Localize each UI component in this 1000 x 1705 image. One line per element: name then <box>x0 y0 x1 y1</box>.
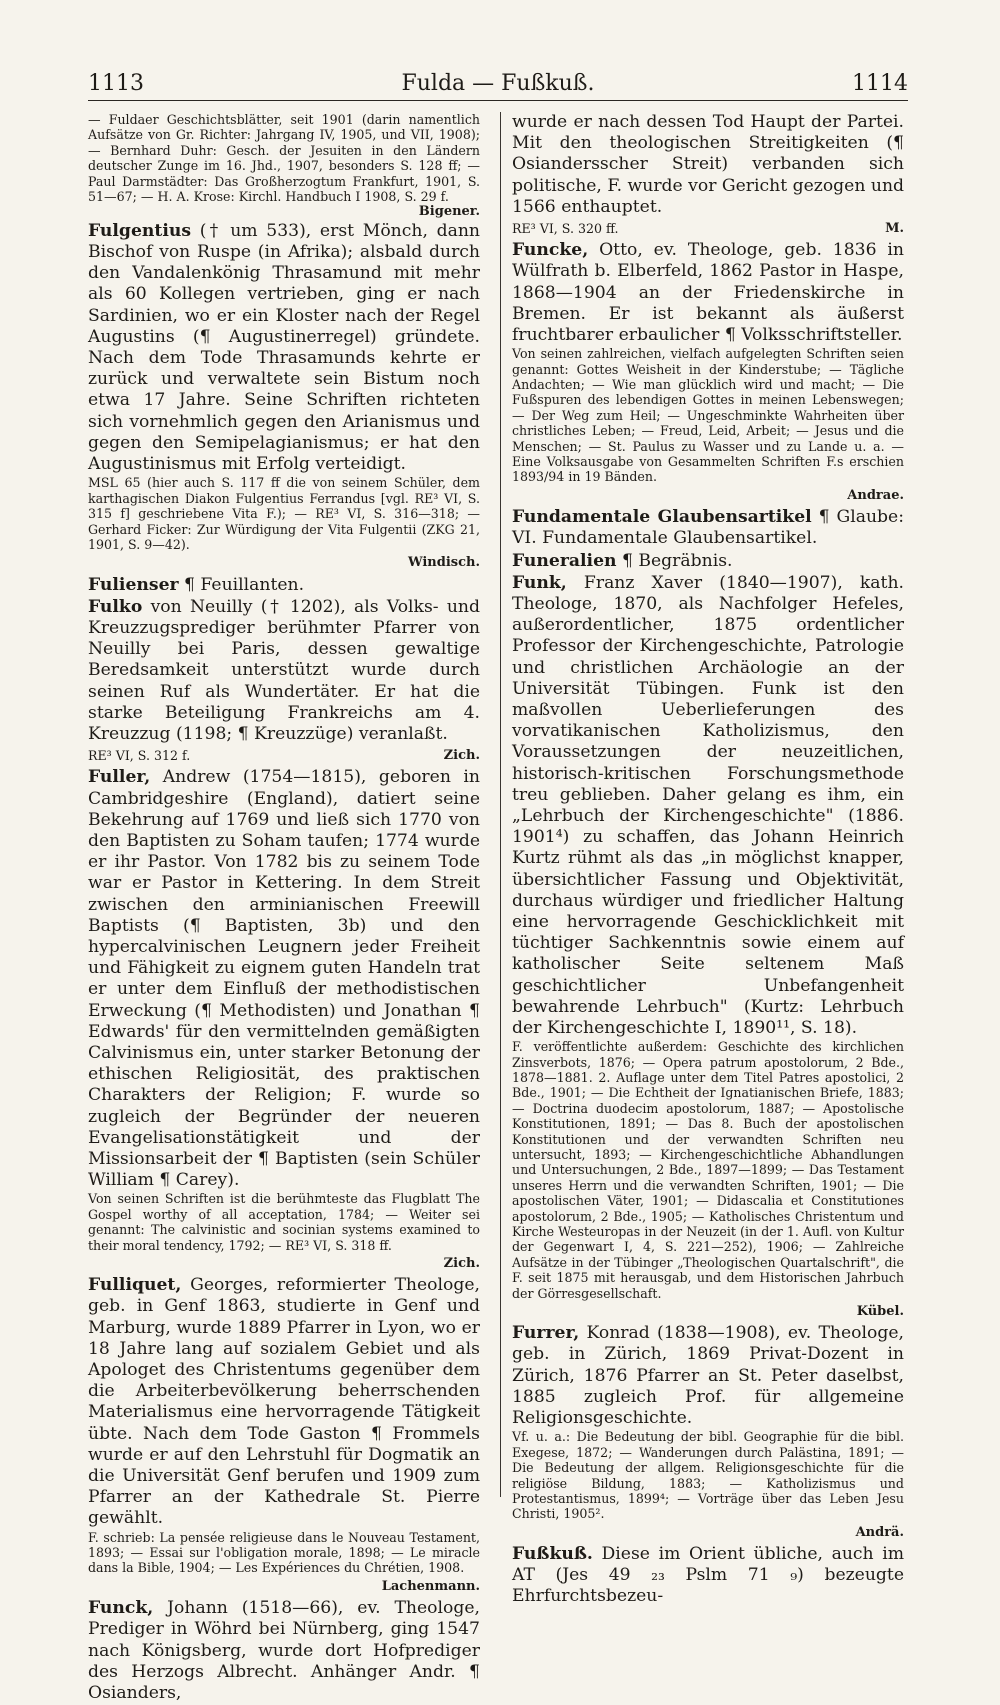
literature-text: Vf. u. a.: Die Bedeutung der bibl. Geographie für die bibl. Exegese, 1872; — Wanderungen durch Palästina, 1891; — Die Bedeutung der allgem. Religionsgeschichte für die religiöse Bildung, 1883; — Katholizismus und Protestantismus, 1899⁴; — Vorträge über das Leben Jesu Christi, 1905². <box>512 1429 904 1522</box>
entry-furrer <box>512 1323 904 1543</box>
page-number-right: 1114 <box>851 71 908 96</box>
entry-text: ¶ Feuillanten. <box>184 574 305 595</box>
author-signature: Andrä. <box>855 1524 904 1540</box>
entry-lemma: Fulgentius <box>88 220 192 241</box>
entry-lemma: Fundamentale Glaubensartikel <box>512 507 812 528</box>
entry-lemma: Funcke, <box>512 240 589 261</box>
author-signature: Zich. <box>443 1256 480 1272</box>
entry-lemma: Furrer, <box>512 1323 580 1344</box>
entry-text: Franz Xaver (1840—1907), kath. Theologe, 1870, als Nachfolger Hefeles, außerordentlicher, 1875 ordentlicher Professor der Kirchengeschichte, Patrologie und christlichen Archäologie an der Universität Tübingen. Funk ist den maßvollen Ueberlieferungen des vorvatikanischen Katholizismus, den Voraussetzungen der neuzeitlichen, historisch-kritischen Forschungsmethode treu geblieben. Daher gelang es ihm, ein „Lehrbuch der Kirchengeschichte" (1886. 1901⁴) zu schaffen, das Johann Heinrich Kurtz rühmt als das „in möglichst knapper, übersichtlicher Fassung und Objektivität, durchaus würdiger und friedlicher Haltung eine hervorragende Geschicklichkeit mit tüchtiger Sachkenntnis sowie einem auf katholischer Seite seltenem Maß geschichtlicher Unbefangenheit bewahrende Lehrbuch" (Kurtz: Lehrbuch der Kirchengeschichte I, 1890¹¹, S. 18). <box>512 572 904 1038</box>
entry-lemma: Funk, <box>512 572 567 593</box>
page-number-left: 1113 <box>88 71 144 96</box>
entry-lemma: Fulko <box>88 596 143 617</box>
author-signature: Zich. <box>443 748 480 764</box>
entry-lemma: Fuller, <box>88 767 151 788</box>
entry-text: Andrew (1754—1815), geboren in Cambridgeshire (England), datiert seine Bekehrung auf 1769 und ließ sich 1770 von den Baptisten zu Soham taufen; 1774 wurde er ihr Pastor. Von 1782 bis zu seinem Tode war er Pastor in Kettering. In dem Streit zwischen den arminianischen Freewill Baptists (¶ Baptisten, 3b) und den hypercalvinischen Leugnern jeder Freiheit und Fähigkeit zu eignem guten Handeln trat er unter dem Einfluß der methodistischen Erweckung (¶ Methodisten) und Jonathan ¶ Edwards' für den vermittelnden gemäßigten Calvinismus ein, unter starker Betonung der ethischen Religiosität, des praktischen Charakters der Religion; F. wurde so zugleich der Begründer der neueren Evangelisationstätigkeit und der Missionsarbeit der ¶ Baptisten (sein Schüler William ¶ Carey). <box>88 767 480 1191</box>
entry-fulienser <box>88 575 480 596</box>
entry-fulda-literature <box>88 112 480 220</box>
entry-text: Konrad (1838—1908), ev. Theologe, geb. in Zürich, 1869 Privat-Dozent in Zürich, 1876 Pfarrer an St. Peter daselbst, 1885 zugleich Prof. für allgemeine Religionsgeschichte. <box>512 1323 904 1429</box>
author-signature: Andrae. <box>847 487 904 503</box>
left-column <box>88 112 480 1705</box>
literature-text: RE³ VI, S. 312 f. <box>88 748 191 764</box>
literature-text: — Fuldaer Geschichtsblätter, seit 1901 (darin namentlich Aufsätze von Gr. Richter: Jahrgang IV, 1905, und VII, 1908); — Bernhard Duhr: Gesch. der Jesuiten in den Ländern deutscher Zunge im 16. Jhd., 1907, besonders S. 128 ff; — Paul Darmstädter: Das Großherzogtum Frankfurt, 1901, S. 51—67; — H. A. Krose: Kirchl. Handbuch I 1908, S. 29 f. <box>88 112 480 205</box>
entry-text: ¶ Begräbnis. <box>621 550 733 571</box>
entry-fulgentius <box>88 221 480 574</box>
running-title: Fulda — Fußkuß. <box>401 71 595 96</box>
entry-text: († um 533), erst Mönch, dann Bischof von Ruspe (in Afrika); alsbald durch den Vandalenkönig Thrasamund mit mehr als 60 Kollegen vertrieben, ging er nach Sardinien, wo er ein Kloster nach der Regel Augustins (¶ Augustinerregel) gründete. Nach dem Tode Thrasamunds kehrte er zurück und verwaltete sein Bistum noch etwa 17 Jahre. Seine Schriften richteten sich vornehmlich gegen den Arianismus und gegen den Semipelagianismus; er hat den Augustinismus mit Erfolg verteidigt. <box>88 220 480 475</box>
entry-funeralien <box>512 551 904 572</box>
entry-text: wurde er nach dessen Tod Haupt der Partei. Mit den theologischen Streitigkeiten (¶ Osiandersscher Streit) verbanden sich politische, F. wurde vor Gericht gezogen und 1566 enthauptet. <box>512 112 905 217</box>
author-signature: Lachenmann. <box>381 1578 480 1594</box>
author-signature: Windisch. <box>407 555 480 571</box>
literature-text: F. veröffentlichte außerdem: Geschichte des kirchlichen Zinsverbots, 1876; — Opera patrum apostolorum, 2 Bde., 1878—1881. 2. Auflage unter dem Titel Patres apostolici, 2 Bde., 1901; — Die Echtheit der Ignatianischen Briefe, 1883; — Doctrina duodecim apostolorum, 1887; — Apostolische Konstitutionen, 1891; — Das 8. Buch der apostolischen Konstitutionen und der verwandten Schriften neu untersucht, 1893; — Kirchengeschichtliche Abhandlungen und Untersuchungen, 2 Bde., 1897—1899; — Das Testament unseres Herrn und die verwandten Schriften, 1901; — Die apostolischen Väter, 1901; — Didascalia et Constitutiones apostolorum, 2 Bde., 1905; — Katholisches Christentum und Kirche Westeuropas in der Neuzeit (in der 1. Aufl. von Kultur der Gegenwart I, 4, S. 221—252), 1906; — Zahlreiche Aufsätze in der Tübinger „Theologischen Quartalschrift", die F. seit 1875 mit herausgab, und dem Historischen Jahrbuch der Görresgesellschaft. <box>512 1039 904 1301</box>
entry-funck <box>88 1598 480 1704</box>
entry-lemma: Funeralien <box>512 550 617 571</box>
entry-lemma: Fulienser <box>88 574 179 595</box>
literature-text: F. schrieb: La pensée religieuse dans le Nouveau Testament, 1893; — Essai sur l'obligation morale, 1898; — Le miracle dans la Bible, 1904; — Les Expériences du Chrétien, 1908. <box>88 1529 480 1576</box>
entry-lemma: Fulliquet, <box>88 1275 182 1296</box>
literature-text: MSL 65 (hier auch S. 117 ff die von seinem Schüler, dem karthagischen Diakon Fulgentius Ferrandus [vgl. RE³ VI, S. 315 f] geschriebene Vita F.); — RE³ VI, S. 316—318; — Gerhard Ficker: Zur Würdigung der Vita Fulgentii (ZKG 21, 1901, S. 9—42). <box>88 475 480 552</box>
author-signature: Bigener. <box>418 204 480 220</box>
entry-funk <box>512 573 904 1323</box>
entry-text: Diese im Orient übliche, auch im AT (Jes 49 ₂₃ Pslm 71 ₉) bezeugte Ehrfurchtsbezeu- <box>512 1543 904 1607</box>
literature-text: Von seinen zahlreichen, vielfach aufgelegten Schriften seien genannt: Gottes Weisheit in der Kinderstube; — Tägliche Andachten; — Wie man glücklich wird und macht; — Die Fußspuren des lebendigen Gottes in meinen Lebenswegen; — Der Weg zum Heil; — Ungeschminkte Wahrheiten über christliches Leben; — Freud, Leid, Arbeit; — Jesus und die Menschen; — St. Paulus zu Wasser und zu Lande u. a. — Eine Volksausgabe von Gesammelten Schriften F.s erschien 1893/94 in 19 Bänden. <box>512 346 904 485</box>
entry-funck-continued <box>512 112 904 239</box>
entry-text: Johann (1518—66), ev. Theologe, Prediger in Wöhrd bei Nürnberg, ging 1547 nach Königsberg, wurde dort Hofprediger des Herzogs Albrecht. Anhänger Andr. ¶ Osianders, <box>88 1598 480 1703</box>
entry-fulliquet <box>88 1275 480 1597</box>
entry-lemma: Funck, <box>88 1598 154 1619</box>
entry-funcke <box>512 240 904 506</box>
literature-text: Von seinen Schriften ist die berühmteste das Flugblatt The Gospel worthy of all acceptation, 1784; — Weiter sei genannt: The calvinistic and socinian systems examined to their moral tendency, 1792; — RE³ VI, S. 318 ff. <box>88 1191 480 1253</box>
entry-text: von Neuilly († 1202), als Volks- und Kreuzzugsprediger berühmter Pfarrer von Neuilly bei Paris, dessen gewaltige Beredsamkeit unterstützt wurde durch seinen Ruf als Wundertäter. Er hat die starke Beteiligung Frankreichs am 4. Kreuzzug (1198; ¶ Kreuzzüge) veranlaßt. <box>88 596 480 744</box>
entry-lemma: Fußkuß. <box>512 1543 593 1564</box>
author-signature: M. <box>885 221 904 237</box>
literature-text: RE³ VI, S. 320 ff. <box>512 221 619 237</box>
page-header <box>88 62 908 101</box>
entry-fulko <box>88 597 480 767</box>
column-divider <box>500 112 501 1497</box>
entry-text: Georges, reformierter Theologe, geb. in Genf 1863, studierte in Genf und Marburg, wurde 1889 Pfarrer in Lyon, wo er 18 Jahre lang auf sozialem Gebiet und als Apologet des Christentums gegenüber dem die Arbeiterbevölkerung beherrschenden Materialismus eine hervorragende Tätigkeit übte. Nach dem Tode Gaston ¶ Frommels wurde er auf den Lehrstuhl für Dogmatik an die Universität Genf berufen und 1909 zum Pfarrer an der Kathedrale St. Pierre gewählt. <box>88 1275 480 1529</box>
entry-fusskuss <box>512 1544 904 1608</box>
entry-text: Otto, ev. Theologe, geb. 1836 in Wülfrath b. Elberfeld, 1862 Pastor in Haspe, 1868—1904 an der Friedenskirche in Bremen. Er ist bekannt als äußerst fruchtbarer erbaulicher ¶ Volksschriftsteller. <box>512 240 904 346</box>
entry-fuller <box>88 767 480 1274</box>
entry-fundamentale-glaubensartikel <box>512 507 904 549</box>
entry-text: ¶ Glaube: VI. Fundamentale Glaubensartikel. <box>512 507 904 549</box>
right-column <box>512 112 904 1609</box>
author-signature: Kübel. <box>856 1304 904 1320</box>
